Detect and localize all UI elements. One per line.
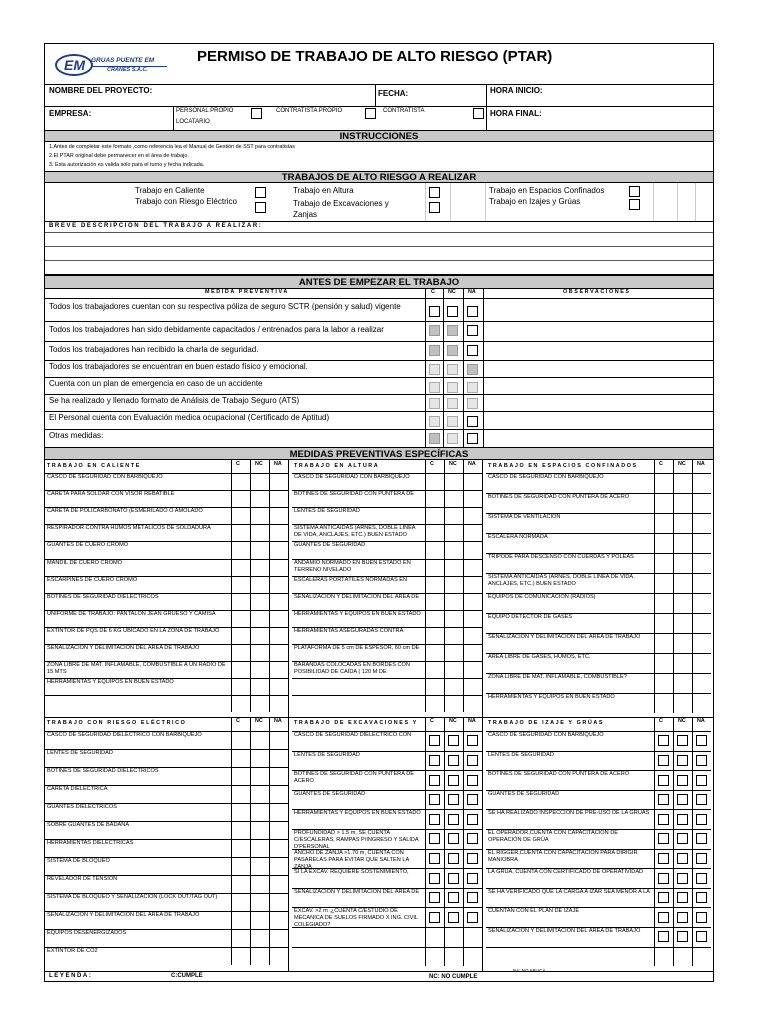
electric-item-10: SISTEMA DE BLOQUEO Y SEÑALIZACIÓN (LOCK OUT/TAG OUT) xyxy=(47,894,218,900)
hot-item-3: CARETA DE POLICARBONATO (ESMERILADO O AMOLADO xyxy=(47,508,203,515)
before-4-c[interactable] xyxy=(429,364,440,375)
excavation-col-c: C xyxy=(430,718,434,724)
before-2-na[interactable] xyxy=(467,325,478,336)
lessor-label: LOCATARIO xyxy=(176,119,210,125)
work-type-electric: Trabajo con Riesgo Eléctrico xyxy=(135,197,237,206)
lifting-11-na[interactable] xyxy=(696,931,707,942)
height-col-nc: NC xyxy=(449,461,457,467)
confined-item-1: CASCO DE SEGURIDAD CON BARBIQUEJO xyxy=(488,474,604,480)
lifting-7-na[interactable] xyxy=(696,853,707,864)
excavation-7-c[interactable] xyxy=(429,853,440,864)
before-4-na[interactable] xyxy=(467,364,478,375)
lifting-9-na[interactable] xyxy=(696,892,707,903)
lifting-11-c[interactable] xyxy=(658,931,669,942)
hot-item-1: CASCO DE SEGURIDAD CON BARBIQUEJO xyxy=(47,474,163,480)
work-type-excavation-checkbox[interactable] xyxy=(429,202,440,213)
before-6-nc[interactable] xyxy=(447,398,458,409)
lifting-item-2: LENTES DE SEGURIDAD xyxy=(488,751,554,758)
lifting-col-na: NA xyxy=(697,718,705,724)
excavation-10-nc[interactable] xyxy=(448,912,459,923)
excavation-item-6: PROFUNDIDAD > 1.5 m, SE CUENTA C/ESCALERAS, RAMPAS P/INGRESO Y SALIDA D'PERSONAL xyxy=(294,830,419,849)
instruction-line-3: 3. Esta autorización es valida solo para el turno y fecha indicada. xyxy=(49,162,205,168)
lifting-11-nc[interactable] xyxy=(677,931,688,942)
specific-title: MEDIDAS PREVENTIVAS ESPECÍFICAS xyxy=(289,449,469,460)
lifting-8-nc[interactable] xyxy=(677,873,688,884)
ptar-form xyxy=(44,43,714,982)
confined-item-10: ÁREA LIBRE DE GASES, HUMOS, ETC. xyxy=(488,654,591,660)
excavation-item-2: LENTES DE SEGURIDAD xyxy=(294,751,360,758)
hot-item-11: SEÑALIZACIÓN Y DELIMITACIÓN DEL ÁREA DE TRABAJO xyxy=(47,645,200,651)
lifting-4-na[interactable] xyxy=(696,794,707,805)
height-title: TRABAJO EN ALTURA xyxy=(294,463,380,469)
electric-item-3: BOTINES DE SEGURIDAD DIELÉCTRICOS xyxy=(47,768,159,774)
excavation-3-na[interactable] xyxy=(467,775,478,786)
confined-item-3: SISTEMA DE VENTILACIÓN xyxy=(488,514,561,520)
company-logo xyxy=(55,54,175,78)
lifting-5-nc[interactable] xyxy=(677,814,688,825)
height-item-5: GUANTES DE SEGURIDAD xyxy=(294,542,366,549)
excavation-2-na[interactable] xyxy=(467,755,478,766)
excavation-item-9: SEÑALIZACIÓN Y DELIMITACIÓN DEL ÁREA DE xyxy=(294,888,420,895)
confined-item-7: EQUIPOS DE COMUNICACIÓN (RADIOS) xyxy=(488,594,596,600)
excavation-title: TRABAJO DE EXCAVACIONES Y xyxy=(294,720,418,726)
excavation-item-3: BOTINES DE SEGURIDAD CON PUNTERA DE ACERO xyxy=(294,771,414,785)
electric-item-7: HERRAMIENTAS DIELÉCTRICAS xyxy=(47,840,134,846)
height-item-10: HERRAMIENTAS ASEGURADAS CONTRA xyxy=(294,627,404,634)
electric-item-13: EXTINTOR DE CO2 xyxy=(47,948,98,954)
form-title: PERMISO DE TRABAJO DE ALTO RIESGO (PTAR) xyxy=(197,48,553,65)
height-item-9: HERRAMIENTAS Y EQUIPOS EN BUEN ESTADO xyxy=(294,610,421,617)
height-item-11: PLATAFORMA DE 5 cm DE ESPESOR, 60 cm DE xyxy=(294,645,420,651)
lifting-title: TRABAJO DE IZAJE Y GRÚAS xyxy=(488,720,605,726)
hot-item-6: MANDIL DE CUERO CROMO xyxy=(47,559,123,566)
electric-col-c: C xyxy=(236,718,240,724)
lifting-5-na[interactable] xyxy=(696,814,707,825)
lifting-item-3: BOTINES DE SEGURIDAD CON PUNTERA DE ACERO xyxy=(488,771,630,778)
confined-item-8: EQUIPO DETECTOR DE GASES xyxy=(488,614,573,620)
work-type-lifting: Trabajo en Izajes y Grúas xyxy=(489,197,581,206)
work-type-confined-checkbox[interactable] xyxy=(629,186,640,197)
before-6-c[interactable] xyxy=(429,398,440,409)
hot-item-13: HERRAMIENTAS Y EQUIPOS EN BUEN ESTADO xyxy=(47,679,174,686)
confined-col-c: C xyxy=(659,461,663,467)
electric-item-1: CASCO DE SEGURIDAD DIELECTRICO CON BARBIQUEJO xyxy=(47,732,202,738)
lifting-3-nc[interactable] xyxy=(677,775,688,786)
legend-nc: NC: NO CUMPLE xyxy=(429,974,478,980)
work-types-title: TRABAJOS DE ALTO RIESGO A REALIZAR xyxy=(281,172,477,183)
logo-initials: EM xyxy=(64,57,85,73)
own-staff-checkbox[interactable] xyxy=(251,108,262,119)
electric-item-5: GUANTES DIELÉCTRICOS xyxy=(47,804,117,810)
lifting-10-na[interactable] xyxy=(696,912,707,923)
lifting-4-nc[interactable] xyxy=(677,794,688,805)
hot-col-nc: NC xyxy=(255,461,263,467)
height-item-2: BOTINES DE SEGURIDAD CON PUNTERA DE xyxy=(294,491,414,498)
height-col-na: NA xyxy=(468,461,476,467)
specific-upper-grid xyxy=(45,460,713,717)
before-7-nc[interactable] xyxy=(447,416,458,427)
work-type-confined: Trabajo en Espacios Confinados xyxy=(489,186,605,195)
col-obs-header: OBSERVACIONES xyxy=(563,289,631,295)
excavation-3-nc[interactable] xyxy=(448,775,459,786)
electric-item-2: LENTES DE SEGURIDAD xyxy=(47,750,113,756)
excavation-1-c[interactable] xyxy=(429,735,440,746)
lifting-item-7: EL RIGGER,CUENTA CON CAPACITACIÓN PARA DIRIGIR MANIOBRA xyxy=(488,849,638,863)
before-item-7: El Personal cuenta con Evaluación medica ocupacional (Certificado de Aptitud) xyxy=(49,413,330,422)
excavation-9-na[interactable] xyxy=(467,892,478,903)
legend-c: C:CUMPLE xyxy=(171,973,203,979)
work-type-height: Trabajo en Altura xyxy=(293,186,354,195)
lifting-1-nc[interactable] xyxy=(677,735,688,746)
confined-item-11: ZONA LIBRE DE MAT. INFLAMABLE, COMBUSTIBLE? xyxy=(488,674,627,680)
excavation-10-na[interactable] xyxy=(467,912,478,923)
excavation-6-na[interactable] xyxy=(467,833,478,844)
electric-item-11: SEÑALIZACIÓN Y DELIMITACIÓN DEL ÁREA DE TRABAJO xyxy=(47,912,200,918)
before-6-na[interactable] xyxy=(467,398,478,409)
electric-col-nc: NC xyxy=(255,718,263,724)
excavation-4-na[interactable] xyxy=(467,794,478,805)
lifting-col-c: C xyxy=(659,718,663,724)
col-c-header: C xyxy=(431,289,435,295)
lifting-2-c[interactable] xyxy=(658,755,669,766)
hot-item-4: RESPIRADOR CONTRA HUMOS METÁLICOS DE SOLDADURA xyxy=(47,525,211,532)
excavation-4-c[interactable] xyxy=(429,794,440,805)
lifting-10-nc[interactable] xyxy=(677,912,688,923)
electric-item-4: CARETA DIELÉCTRICA xyxy=(47,786,108,792)
excavation-8-nc[interactable] xyxy=(448,873,459,884)
height-item-6: ANDAMIO NORMADO EN BUEN ESTADO EN TERRENO NIVELADO xyxy=(294,559,411,573)
excavation-2-nc[interactable] xyxy=(448,755,459,766)
work-type-hot: Trabajo en Caliente xyxy=(135,186,205,195)
electric-item-6: SOBRE GUANTES DE BADANA xyxy=(47,822,130,828)
excavation-col-nc: NC xyxy=(449,718,457,724)
before-4-nc[interactable] xyxy=(447,364,458,375)
specific-lower-grid xyxy=(45,717,713,971)
height-item-12: BARANDAS COLOCADAS EN BORDES CON POSIBILIDAD DE CAÍDA ( 120 M DE xyxy=(294,662,410,676)
before-item-4: Todos los trabajadores se encuentran en buen estado físico y emocional. xyxy=(49,362,308,371)
excavation-4-nc[interactable] xyxy=(448,794,459,805)
lifting-3-c[interactable] xyxy=(658,775,669,786)
lifting-col-nc: NC xyxy=(678,718,686,724)
lifting-10-c[interactable] xyxy=(658,912,669,923)
excavation-5-na[interactable] xyxy=(467,814,478,825)
lifting-8-na[interactable] xyxy=(696,873,707,884)
excavation-1-nc[interactable] xyxy=(448,735,459,746)
excavation-8-c[interactable] xyxy=(429,873,440,884)
end-time-label: HORA FINAL: xyxy=(490,109,542,118)
work-type-excavation: Trabajo de Excavaciones y Zanjas xyxy=(293,199,389,219)
hot-item-9: UNIFORME DE TRABAJO: PANTALÓN JEAN GRUESO Y CAMISA xyxy=(47,610,216,617)
logo-company-line2: CRANES S.A.C. xyxy=(107,67,148,73)
hot-item-5: GUANTES DE CUERO CROMO xyxy=(47,542,129,549)
hot-item-2: CARETA PARA SOLDAR CON VISOR REBATIBLE xyxy=(47,491,175,498)
lifting-6-nc[interactable] xyxy=(677,833,688,844)
confined-item-4: ESCALERA NORMADA xyxy=(488,534,548,540)
excavation-block xyxy=(292,717,482,966)
before-2-nc[interactable] xyxy=(447,325,458,336)
lifting-item-8: LA GRÚA, CUENTA CON CERTIFICADO DE OPERATIVIDAD xyxy=(488,869,644,876)
start-time-label: HORA INICIO: xyxy=(490,86,543,95)
company-label: EMPRESA: xyxy=(49,109,92,118)
confined-col-nc: NC xyxy=(678,461,686,467)
excavation-7-nc[interactable] xyxy=(448,853,459,864)
height-block xyxy=(292,460,482,712)
lifting-item-5: SE HA REALIZADO INSPECCIÓN DE PRE-USO DE LA GRUAS xyxy=(488,810,650,817)
legend-label: LEYENDA: xyxy=(49,973,93,979)
confined-item-12: HERRAMIENTAS Y EQUIPOS EN BUEN ESTADO xyxy=(488,694,615,700)
lifting-4-c[interactable] xyxy=(658,794,669,805)
lifting-1-c[interactable] xyxy=(658,735,669,746)
before-7-c[interactable] xyxy=(429,416,440,427)
legend-na: NA: NO APLICA xyxy=(513,968,546,973)
excavation-9-c[interactable] xyxy=(429,892,440,903)
hot-block xyxy=(45,460,288,712)
before-item-1: Todos los trabajadores cuentan con su respectiva póliza de seguro SCTR (pensión y salud) vigente xyxy=(49,302,401,311)
electric-item-12: EQUIPOS DESENERGIZADOS xyxy=(47,930,127,936)
confined-title: TRABAJO EN ESPACIOS CONFINADOS xyxy=(488,463,638,469)
before-8-nc[interactable] xyxy=(447,433,458,444)
excavation-6-c[interactable] xyxy=(429,833,440,844)
own-staff-label: PERSONAL PROPIO xyxy=(176,108,234,114)
contractor-own-label: CONTRATISTA PROPIO xyxy=(276,108,343,114)
instructions-title: INSTRUCCIONES xyxy=(339,131,419,142)
confined-item-6: SISTEMA ANTICAIDAS (ARNES, DOBLE LINEA DE VIDA, ANCLAJES, ETC.) BUEN ESTADO xyxy=(488,574,635,587)
before-8-na[interactable] xyxy=(467,433,478,444)
height-item-1: CASCO DE SEGURIDAD CON BARBIQUEJO xyxy=(294,474,410,480)
work-type-height-checkbox[interactable] xyxy=(429,187,440,198)
work-type-electric-checkbox[interactable] xyxy=(255,202,266,213)
instruction-line-2: 2.El PTAR original debe permanecer en el área de trabajo. xyxy=(49,153,189,159)
hot-item-7: ESCARPINES DE CUERO CROMO xyxy=(47,576,138,583)
confined-item-2: BOTINES DE SEGURIDAD CON PUNTERA DE ACERO xyxy=(488,494,630,500)
lifting-6-c[interactable] xyxy=(658,833,669,844)
excavation-10-c[interactable] xyxy=(429,912,440,923)
excavation-item-1: CASCO DE SEGURIDAD DIELECTRICO CON xyxy=(294,732,412,738)
lifting-item-9: SE HA VERIFICADO QUE LA CARGA A IZAR SEA MENOR A LA xyxy=(488,888,650,895)
before-5-c[interactable] xyxy=(429,382,440,393)
description-label: BREVE DESCRIPCIÓN DEL TRABAJO A REALIZAR: xyxy=(49,223,263,229)
excavation-8-na[interactable] xyxy=(467,873,478,884)
before-item-8: Otras medidas: xyxy=(49,431,104,440)
before-8-c[interactable] xyxy=(429,433,440,444)
lifting-2-nc[interactable] xyxy=(677,755,688,766)
electric-col-na: NA xyxy=(274,718,282,724)
excavation-1-na[interactable] xyxy=(467,735,478,746)
logo-company-line1: GRUAS PUENTE EM xyxy=(91,57,155,64)
confined-item-9: SEÑALIZACIÓN Y DELIMITACIÓN DEL ÁREA DE TRABAJO xyxy=(488,634,641,640)
lifting-item-10: CUENTAN CON EL PLAN DE IZAJE xyxy=(488,908,580,915)
lifting-item-1: CASCO DE SEGURIDAD CON BARBIQUEJO xyxy=(488,732,604,738)
contractor-label: CONTRATISTA xyxy=(383,108,425,114)
excavation-item-7: ANCHO DE ZANJA >1.70 m, CUENTA CON PASARELAS PARA EVITAR QUE SALTEN LA ZANJA xyxy=(294,849,409,869)
instruction-line-1: 1.Antes de completar este formato ,como referencia lea el Manual de Gestión de SST para contratistas xyxy=(49,144,295,150)
excavation-item-10: EXCAV. >2 m ,¿CUENTA C/ESTUDIO DE MECANICA DE SUELOS FIRMADO X ING. CIVIL COLEGIADO? xyxy=(294,908,418,927)
excavation-item-8: SI LA EXCAV. REQUIERE SOSTENIMIENTO, xyxy=(294,869,409,876)
lifting-2-na[interactable] xyxy=(696,755,707,766)
before-7-na[interactable] xyxy=(467,416,478,427)
hot-col-c: C xyxy=(236,461,240,467)
before-3-c[interactable] xyxy=(429,345,440,356)
excavation-7-na[interactable] xyxy=(467,853,478,864)
electric-item-8: SISTEMA DE BLOQUEO xyxy=(47,858,110,864)
electric-title: TRABAJO CON RIESGO ELÉCTRICO xyxy=(47,720,187,726)
lifting-9-c[interactable] xyxy=(658,892,669,903)
lifting-7-c[interactable] xyxy=(658,853,669,864)
electric-block xyxy=(45,717,288,965)
col-nc-header: NC xyxy=(448,289,456,295)
lifting-3-na[interactable] xyxy=(696,775,707,786)
hot-title: TRABAJO EN CALIENTE xyxy=(47,463,141,469)
excavation-item-5: HERRAMIENTAS Y EQUIPOS EN BUEN ESTADO xyxy=(294,810,421,817)
confined-block xyxy=(486,460,711,713)
col-na-header: NA xyxy=(468,289,476,295)
hot-col-na: NA xyxy=(274,461,282,467)
excavation-5-nc[interactable] xyxy=(448,814,459,825)
lifting-item-11: SEÑALIZACIÓN Y DELIMITACIÓN DEL ÁREA DE TRABAJO xyxy=(488,928,641,934)
before-title: ANTES DE EMPEZAR EL TRABAJO xyxy=(298,277,460,288)
work-type-hot-checkbox[interactable] xyxy=(255,187,266,198)
before-2-c[interactable] xyxy=(429,325,440,336)
lifting-5-c[interactable] xyxy=(658,814,669,825)
electric-item-9: REVELADOR DE TENSIÓN xyxy=(47,876,118,882)
before-item-2: Todos los trabajadores han sido debidamente capacitados / entrenados para la labor a realizar xyxy=(49,325,384,334)
hot-item-8: BOTINES DE SEGURIDAD DIELÉCTRICOS xyxy=(47,593,159,600)
height-item-3: LENTES DE SEGURIDAD xyxy=(294,508,360,515)
lifting-9-nc[interactable] xyxy=(677,892,688,903)
before-item-3: Todos los trabajadores han recibido la charla de seguridad. xyxy=(49,345,259,354)
before-1-nc[interactable] xyxy=(447,306,458,317)
before-3-na[interactable] xyxy=(467,345,478,356)
excavation-item-4: GUANTES DE SEGURIDAD xyxy=(294,790,366,797)
excavation-6-nc[interactable] xyxy=(448,833,459,844)
lifting-item-4: GUANTES DE SEGURIDAD xyxy=(488,790,560,797)
lifting-7-nc[interactable] xyxy=(677,853,688,864)
lifting-block xyxy=(486,717,711,966)
before-1-na[interactable] xyxy=(467,306,478,317)
col-measure-header: MEDIDA PREVENTIVA xyxy=(205,289,289,295)
height-item-7: ESCALERAS PORTÁTILES NORMADAS EN xyxy=(294,576,408,583)
excavation-2-c[interactable] xyxy=(429,755,440,766)
excavation-col-na: NA xyxy=(468,718,476,724)
excavation-3-c[interactable] xyxy=(429,775,440,786)
lifting-1-na[interactable] xyxy=(696,735,707,746)
confined-item-5: TRIPODE PARA DESCENSO CON CUERDAS Y POLEAS xyxy=(488,554,634,560)
before-item-6: Se ha realizado y llenado formato de Análisis de Trabajo Seguro (ATS) xyxy=(49,396,300,405)
excavation-5-c[interactable] xyxy=(429,814,440,825)
hot-item-10: EXTINTOR DE PQS DE 6 KG UBICADO EN LA ZONA DE TRABAJO xyxy=(47,627,220,634)
contractor-own-checkbox[interactable] xyxy=(365,108,376,119)
before-5-nc[interactable] xyxy=(447,382,458,393)
confined-col-na: NA xyxy=(697,461,705,467)
excavation-9-nc[interactable] xyxy=(448,892,459,903)
project-label: NOMBRE DEL PROYECTO: xyxy=(49,86,153,95)
height-item-8: SEÑALIZACIÓN Y DELIMITACIÓN DEL ÁREA DE xyxy=(294,593,420,600)
date-label: FECHA: xyxy=(378,89,409,98)
height-item-4: SISTEMA ANTICAIDAS (ARNES, DOBLE LINEA DE VIDA, ANCLAJES, ETC.) BUEN ESTADO xyxy=(294,525,416,539)
before-item-5: Cuenta con un plan de emergencia en caso de un accidente xyxy=(49,379,263,388)
before-5-na[interactable] xyxy=(467,382,478,393)
height-col-c: C xyxy=(430,461,434,467)
contractor-checkbox[interactable] xyxy=(473,108,484,119)
work-type-lifting-checkbox[interactable] xyxy=(629,199,640,210)
before-1-c[interactable] xyxy=(429,306,440,317)
lifting-6-na[interactable] xyxy=(696,833,707,844)
hot-item-12: ZONA LIBRE DE MAT. INFLAMABLE, COMBUSTIBLE A UN RADIO DE 15 MTS xyxy=(47,662,226,676)
lifting-8-c[interactable] xyxy=(658,873,669,884)
lifting-item-6: EL OPERADOR,CUENTA CON CAPACITACIÓN DE OPERACIÓN DE GRÚA xyxy=(488,830,619,843)
before-3-nc[interactable] xyxy=(447,345,458,356)
